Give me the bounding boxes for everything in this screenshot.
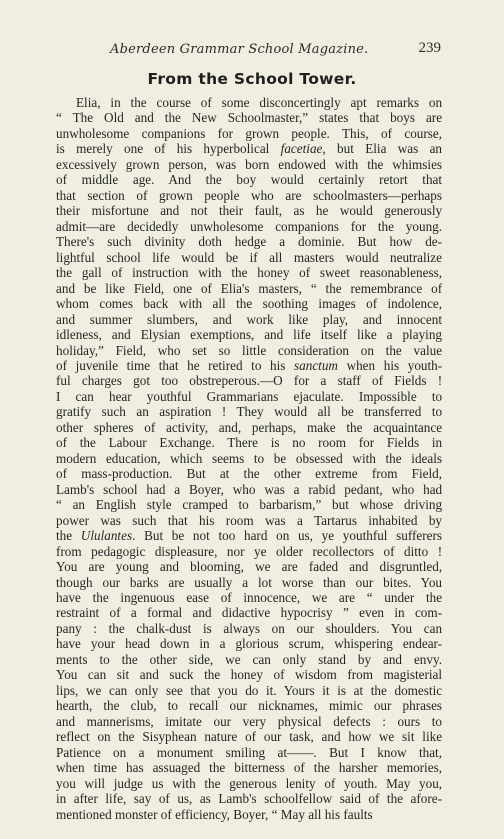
text-line: lips, we can only see that you do it. Yours it is at the domestic bbox=[56, 682, 443, 698]
text-line: There's such divinity doth hedge a dominie. But how de- bbox=[56, 234, 443, 250]
text-line: the gall of instruction with the honey of sweet reasonableness, bbox=[56, 265, 443, 281]
text-line: have your head down in a glorious scrum, whispering endear- bbox=[56, 636, 443, 652]
text-line: of middle age. And the boy would certainly retort that bbox=[56, 172, 443, 188]
text-line: hearth, the club, to recall our nicknames, mimic our phrases bbox=[56, 698, 443, 714]
text-line: unwholesome companions for grown people. This, of course, bbox=[56, 125, 443, 141]
text-line: modern education, which seems to be obsessed with the ideals bbox=[56, 450, 443, 466]
text-line: reflect on the Sisyphean nature of our task, and how we sit like bbox=[56, 729, 443, 745]
text-line: I can hear youthful Grammarians ejaculate. Impossible to bbox=[56, 388, 443, 404]
text-line: pany : the chalk-dust is always on our shoulders. You can bbox=[56, 620, 443, 636]
text-line: Lamb's school had a Boyer, who was a rabid pedant, who had bbox=[56, 481, 443, 497]
text-line: idleness, and Elysian exemptions, and life itself like a playing bbox=[56, 327, 443, 343]
text-line: that section of grown people who are schoolmasters—perhaps bbox=[56, 187, 443, 203]
text-line: you will judge us with the generous lenity of youth. May you, bbox=[56, 775, 443, 791]
text-line: holiday,” Field, who set so little consideration on the value bbox=[56, 342, 443, 358]
text-line: admit—are decidedly unwholesome companions for the young. bbox=[56, 218, 443, 234]
text-line: the Ululantes. But be not too hard on us, ye youthful sufferers bbox=[56, 528, 443, 544]
text-line: “ The Old and the New Schoolmaster,” states that boys are bbox=[56, 110, 443, 126]
text-line: though our barks are usually a lot worse than our bites. You bbox=[56, 574, 443, 590]
text-line: from pedagogic displeasure, nor ye older recollectors of ditto ! bbox=[56, 543, 443, 559]
text-line: when time has assuaged the bitterness of the harsher memories, bbox=[56, 760, 443, 776]
article-body bbox=[56, 95, 442, 822]
article-title: From the School Tower. bbox=[147, 70, 357, 88]
text-line: have the ingenuous ease of innocence, we are “ under the bbox=[56, 590, 443, 605]
text-line: lightful school life would be if all masters would neutralize bbox=[56, 249, 442, 265]
text-line: whom comes back with all the soothing images of indolence, bbox=[56, 296, 443, 312]
text-line: of the Labour Exchange. There is no room for Fields in bbox=[56, 435, 443, 451]
text-line: Elia, in the course of some disconcertingly apt remarks on bbox=[76, 95, 443, 110]
page-number: 239 bbox=[418, 40, 441, 56]
text-line: is merely one of his hyperbolical facetiae, but Elia was an bbox=[56, 141, 443, 157]
text-line: restraint of a formal and didactive hypocrisy ” even in com- bbox=[56, 605, 443, 621]
text-line: ments to the other side, we can only stand by and envy. bbox=[56, 651, 443, 667]
text-line: power was such that his room was a Tartarus inhabited by bbox=[56, 512, 443, 528]
text-line: You can sit and suck the honey of wisdom from magisterial bbox=[56, 667, 443, 683]
text-line: and be like Field, one of Elia's masters, “ the remembrance of bbox=[56, 280, 443, 296]
text-line: “ an English style cramped to barbarism,” but whose driving bbox=[56, 497, 443, 513]
text-line: other spheres of activity, and, perhaps, make the acquaintance bbox=[56, 419, 443, 435]
text-line: and mannerisms, imitate our very physical defects : ours to bbox=[56, 713, 443, 729]
text-line: ful charges got too obstreperous.—O for a staff of Fields ! bbox=[56, 373, 443, 389]
text-line: mentioned monster of efficiency, Boyer, “ May all his faults bbox=[56, 806, 373, 822]
text-line: in after life, say of us, as Lamb's schoolfellow said of the afore- bbox=[56, 791, 442, 807]
text-line: You are young and blooming, we are faded and disgruntled, bbox=[56, 559, 443, 575]
text-line: Patience on a monument smiling at——. But I know that, bbox=[56, 744, 443, 760]
text-line: gratify such an aspiration ! They would all be transferred to bbox=[56, 404, 443, 420]
text-line: and summer slumbers, and work like play, and innocent bbox=[56, 311, 443, 327]
text-line: of mass-production. But at the other extreme from Field, bbox=[56, 466, 443, 482]
running-title: Aberdeen Grammar School Magazine. bbox=[110, 42, 369, 57]
text-line: excessively grown person, was born endowed with the whimsies bbox=[56, 156, 443, 172]
text-line: their misfortune and not their fault, as he would generously bbox=[56, 203, 443, 219]
text-line: of juvenile time that he retired to his sanctum when his youth- bbox=[56, 357, 443, 373]
